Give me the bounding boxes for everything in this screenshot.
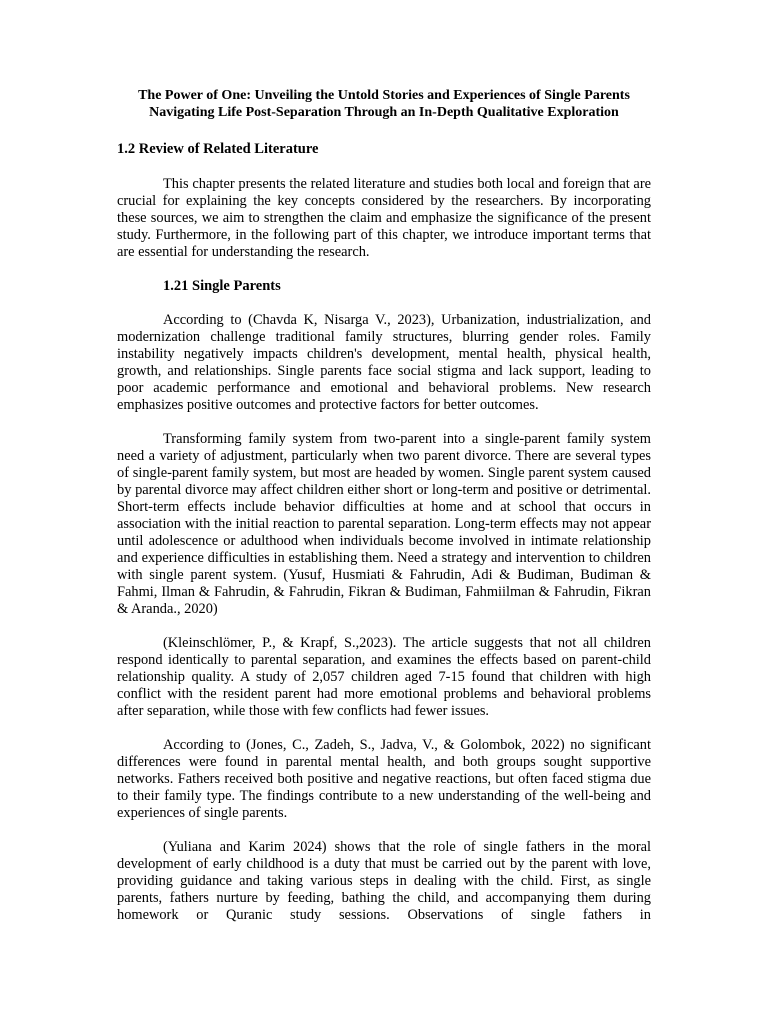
paragraph-kleinschlomer: (Kleinschlömer, P., & Krapf, S.,2023). The article suggests that not all children respond identically to parental separation, and examines the effects based on parent-child relationship quality. A study of 2,057 children aged 7-15 found that children with high conflict with the resident parent had more emotional problems and behavioral problems after separation, while those with few conflicts had fewer issues.: [117, 635, 651, 719]
paragraph-yuliana: (Yuliana and Karim 2024) shows that the role of single fathers in the moral development of early childhood is a duty that must be carried out by the parent with love, providing guidance and taking various steps in dealing with the child. First, as single parents, fathers nurture by feeding, bathing the child, and accompanying them during homework or Quranic study sessions. Observations of single fathers in: [117, 839, 651, 923]
paragraph-intro: This chapter presents the related literature and studies both local and foreign that are crucial for explaining the key concepts considered by the researchers. By incorporating these sources, we aim to strengthen the claim and emphasize the significance of the present study. Furthermore, in the following part of this chapter, we introduce important terms that are essential for understanding the research.: [117, 176, 651, 260]
paragraph-transforming: Transforming family system from two-parent into a single-parent family system need a variety of adjustment, particularly when two parent divorce. There are several types of single-parent family system, but most are headed by women. Single parent system caused by parental divorce may affect children either short or long-term and positive or detrimental. Short-term effects include behavior difficulties at home and at school that occurs in association with the initial reaction to parental separation. Long-term effects may not appear until adolescence or adulthood when individuals become involved in intimate relationship and experience difficulties in establishing them. Need a strategy and intervention to children with single parent system. (Yusuf, Husmiati & Fahrudin, Adi & Budiman, Budiman & Fahmi, Ilman & Fahrudin, & Fahrudin, Fikran & Budiman, Fahmiilman & Fahrudin, Fikran & Aranda., 2020): [117, 431, 651, 617]
section-heading: 1.2 Review of Related Literature: [117, 141, 319, 157]
document-title: The Power of One: Unveiling the Untold Stories and Experiences of Single Parents Navigating Life Post-Separation Through an In-Depth Qualitative Exploration: [138, 88, 630, 120]
paragraph-chavda: According to (Chavda K, Nisarga V., 2023), Urbanization, industrialization, and modernization challenge traditional family structures, blurring gender roles. Family instability negatively impacts children's development, mental health, physical health, growth, and relationships. Single parents face social stigma and lack support, leading to poor academic performance and emotional and behavioral problems. New research emphasizes positive outcomes and protective factors for better outcomes.: [117, 312, 651, 413]
subsection-heading: 1.21 Single Parents: [163, 278, 281, 294]
paragraph-jones: According to (Jones, C., Zadeh, S., Jadva, V., & Golombok, 2022) no significant differences were found in parental mental health, and both groups sought supportive networks. Fathers received both positive and negative reactions, but often faced stigma due to their family type. The findings contribute to a new understanding of the well-being and experiences of single parents.: [117, 737, 651, 821]
